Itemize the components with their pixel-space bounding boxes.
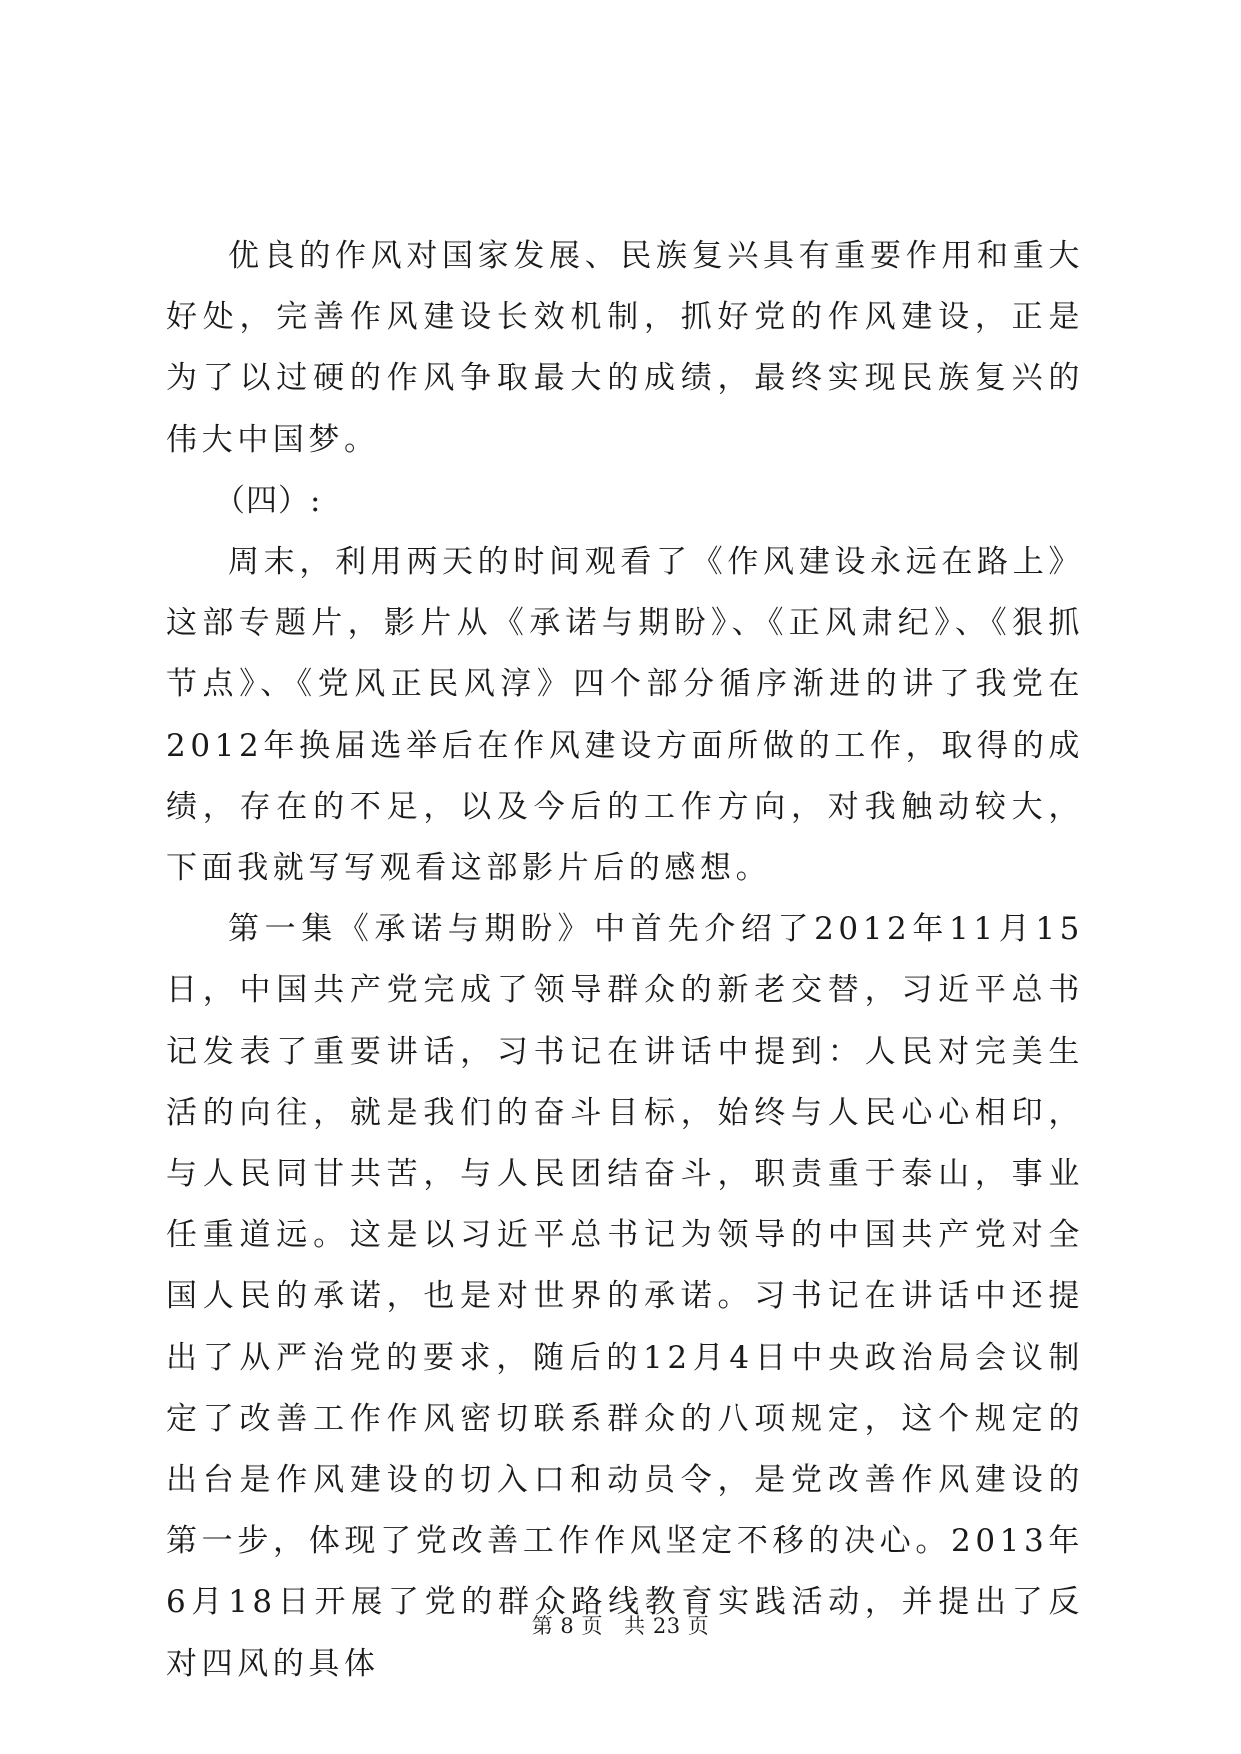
page-number: 第 8 页 [531, 1614, 603, 1638]
paragraph: 周末，利用两天的时间观看了《作风建设永远在路上》这部专题片，影片从《承诺与期盼》、《正风肃纪》、《狠抓节点》、《党风正民风淳》四个部分循序渐进的讲了我党在2012年换届选举后在作风建设方面所做的工作，取得的成绩，存在的不足，以及今后的工作方向，对我触动较大，下面我就写写观看这部影片后的感想。 [166, 544, 1084, 887]
page-total: 共 23 页 [624, 1614, 710, 1638]
paragraph: 第一集《承诺与期盼》中首先介绍了2012年11月15日，中国共产党完成了领导群众的新老交替，习近平总书记发表了重要讲话，习书记在讲话中提到：人民对完美生活的向往，就是我们的奋斗目标，始终与人民心心相印，与人民同甘共苦，与人民团结奋斗，职责重于泰山，事业任重道远。这是以习近平总书记为领导的中国共产党对全国人民的承诺，也是对世界的承诺。习书记在讲话中还提出了从严治党的要求，随后的12月4日中央政治局会议制定了改善工作作风密切联系群众的八项规定，这个规定的出台是作风建设的切入口和动员令，是党改善作风建设的第一步，体现了党改善工作作风坚定不移的决心。2013年6月18日开展了党的群众路线教育实践活动，并提出了反对四风的具体 [166, 911, 1084, 1682]
document-body [166, 226, 1084, 1695]
page-footer [0, 1610, 1241, 1640]
paragraph: 优良的作风对国家发展、民族复兴具有重要作用和重大好处，完善作风建设长效机制，抓好党的作风建设，正是为了以过硬的作风争取最大的成绩，最终实现民族复兴的伟大中国梦。 [166, 238, 1084, 458]
section-heading: （四）: [214, 482, 322, 519]
